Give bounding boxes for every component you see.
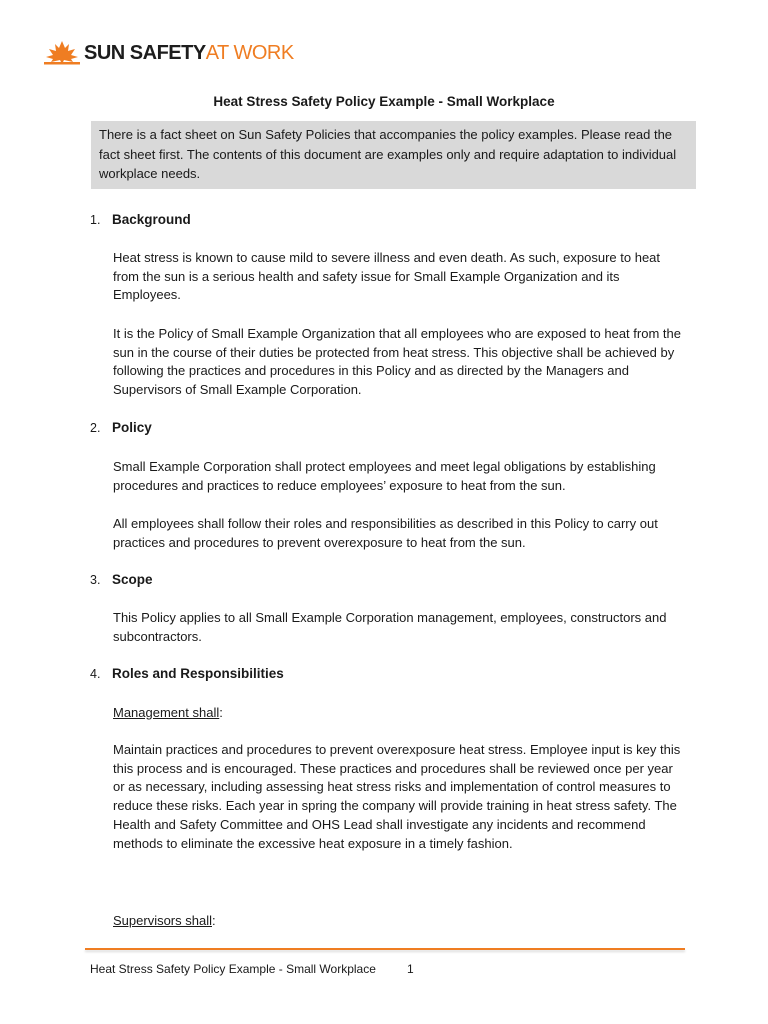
section-title: Background	[112, 212, 191, 227]
policy-paragraph-1: Small Example Corporation shall protect employees and meet legal obligations by establishing procedures and practices to reduce employees’ exposure to heat from the sun.	[113, 459, 656, 493]
footer-divider	[85, 948, 685, 950]
scope-paragraph: This Policy applies to all Small Example Corporation management, employees, constructors and subcontractors.	[113, 610, 667, 644]
section-heading-background	[90, 212, 191, 227]
supervisors-subheading: Supervisors shall:	[113, 913, 216, 928]
footer-title: Heat Stress Safety Policy Example - Small Workplace	[90, 962, 376, 976]
logo-text-light: AT WORK	[205, 41, 294, 64]
logo-wordmark	[84, 42, 294, 65]
management-subheading: Management shall:	[113, 705, 223, 720]
logo-text-bold: SUN SAFETY	[84, 41, 206, 64]
section-number: 4.	[90, 667, 101, 681]
maple-leaf-sun-icon	[44, 40, 80, 66]
background-paragraph-2: It is the Policy of Small Example Organization that all employees who are exposed to heat from the sun in the course of their duties be protected from heat stress. This objective shall be achieved by following the practices and procedures in this Policy and as directed by the Managers and Supervisors of Small Example Corporation.	[113, 326, 681, 398]
section-number: 3.	[90, 573, 101, 587]
management-paragraph: Maintain practices and procedures to prevent overexposure heat stress. Employee input is key this this process and is encouraged. These practices and procedures shall be reviewed once per year or as necessary, including assessing heat stress risks and implementation of control measures to reduce these risks. Each year in spring the company will provide training in heat stress safety. The Health and Safety Committee and OHS Lead shall investigate any incidents and recommend methods to eliminate the excessive heat exposure in a timely fashion.	[113, 742, 681, 851]
policy-paragraph-2: All employees shall follow their roles and responsibilities as described in this Policy to carry out practices and procedures to prevent overexposure to heat from the sun.	[113, 516, 658, 550]
management-label: Management shall	[113, 705, 220, 720]
section-number: 2.	[90, 421, 101, 435]
background-paragraph-1: Heat stress is known to cause mild to severe illness and even death. As such, exposure to heat from the sun is a serious health and safety issue for Small Example Organization and its Employees.	[113, 250, 661, 303]
fact-sheet-note: There is a fact sheet on Sun Safety Policies that accompanies the policy examples. Please read the fact sheet first. The contents of this document are examples only and require adaptation to individual workplace needs.	[91, 121, 696, 189]
logo	[44, 40, 294, 66]
section-title: Roles and Responsibilities	[112, 666, 284, 681]
page-number: 1	[407, 962, 414, 976]
supervisors-label: Supervisors shall	[113, 913, 212, 928]
section-heading-policy	[90, 420, 152, 435]
section-title: Scope	[112, 572, 153, 587]
section-heading-roles	[90, 666, 284, 681]
section-number: 1.	[90, 213, 101, 227]
section-heading-scope	[90, 572, 153, 587]
section-title: Policy	[112, 420, 152, 435]
document-title: Heat Stress Safety Policy Example - Small Workplace	[213, 94, 555, 109]
